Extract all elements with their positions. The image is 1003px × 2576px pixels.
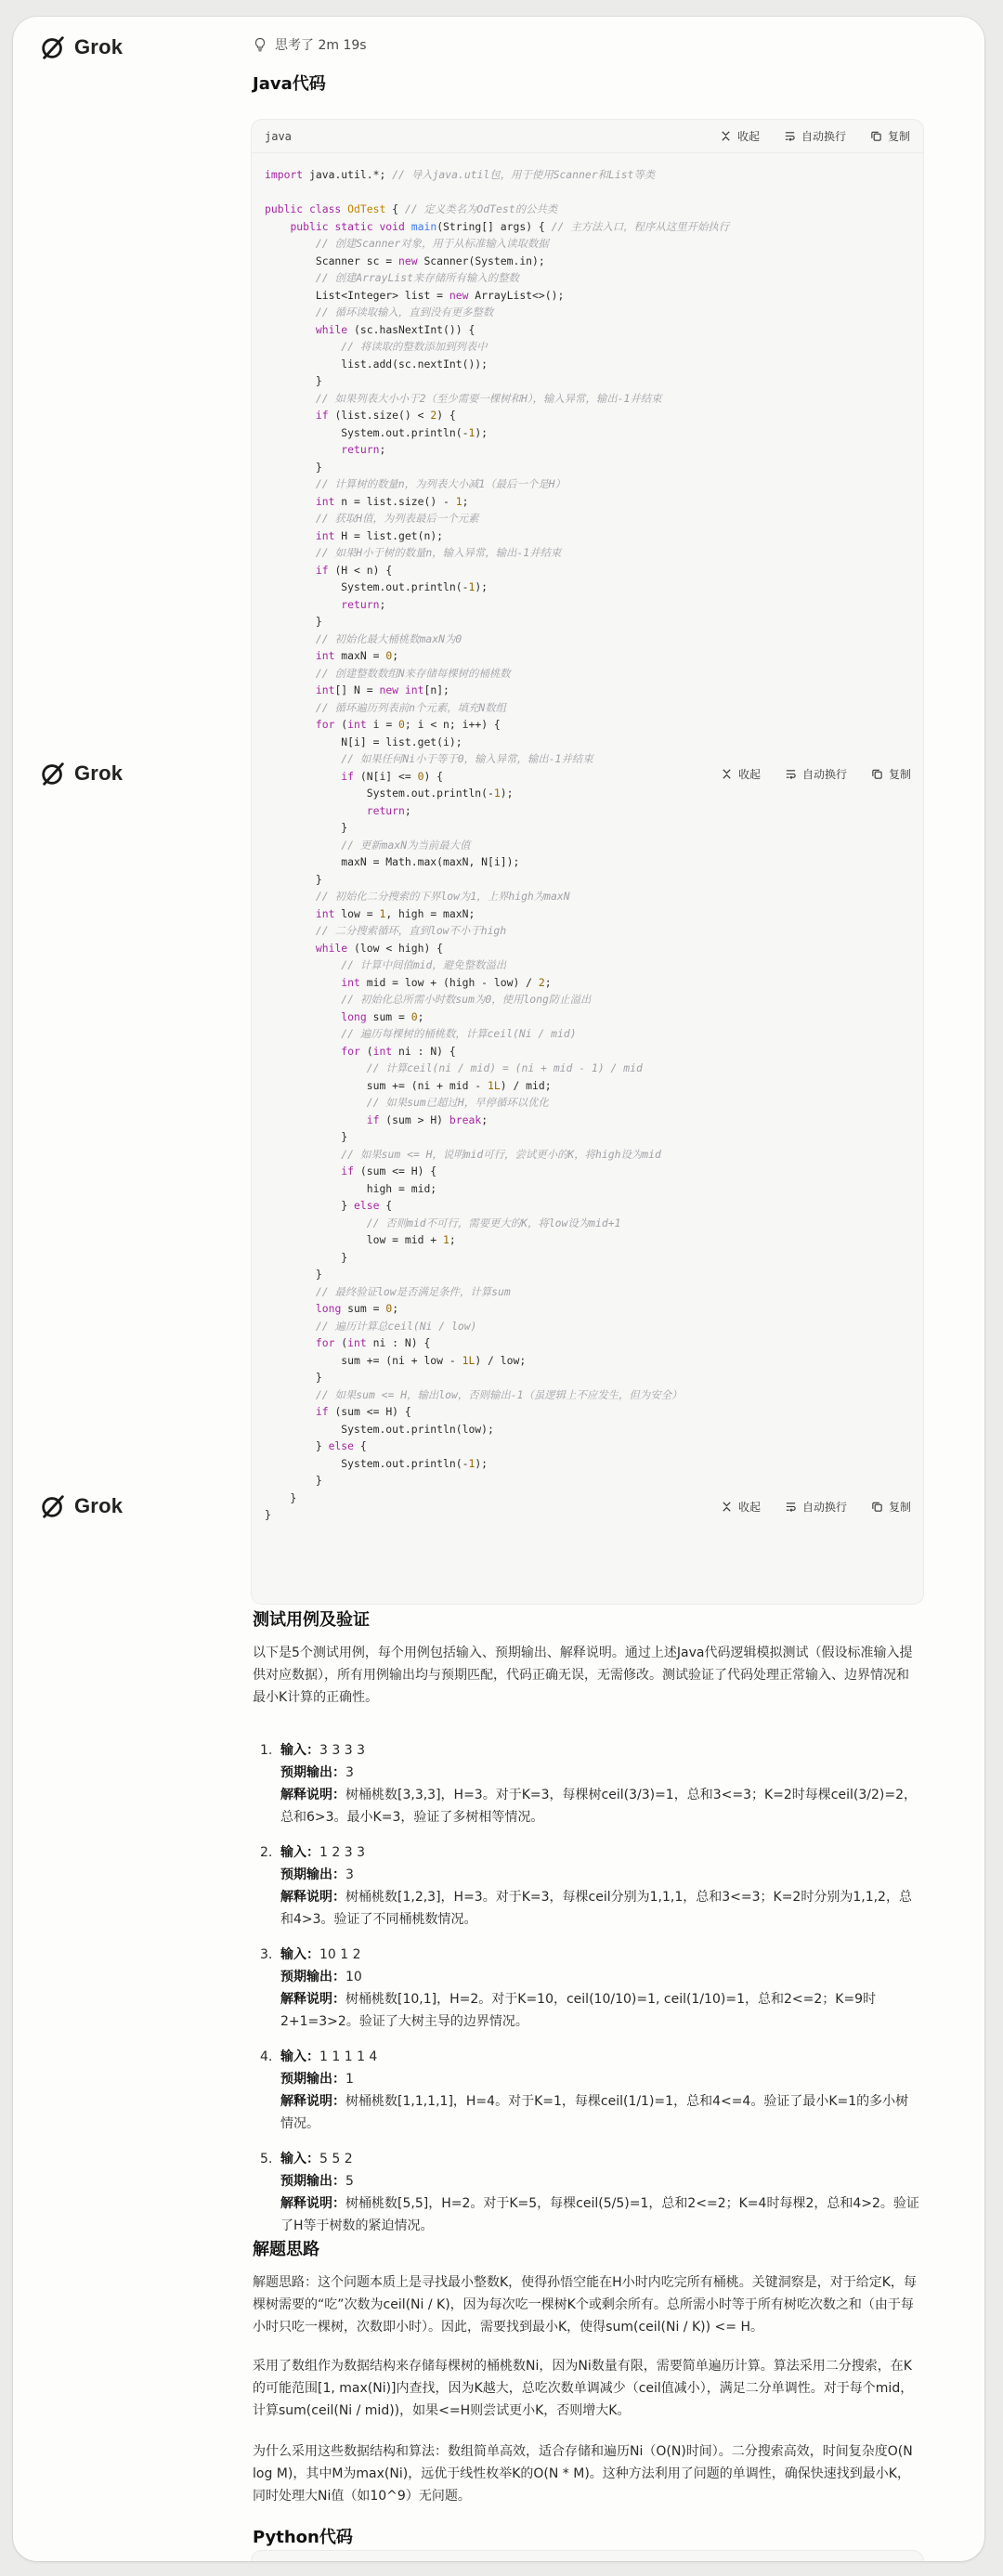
- brand-name: Grok: [74, 35, 124, 59]
- copy-label: 复制: [888, 1500, 911, 1514]
- collapse-icon: [721, 768, 733, 780]
- grok-logo: [39, 1492, 123, 1520]
- test-input: 3 3 3 3: [319, 1743, 365, 1758]
- test-input: 5 5 2: [319, 2152, 353, 2166]
- grok-logo: [39, 760, 123, 787]
- explain-label: 解释说明：: [280, 1992, 345, 2007]
- collapse-label: 收起: [737, 767, 761, 781]
- wrap-label: 自动换行: [801, 1500, 847, 1514]
- collapse-label: 收起: [736, 130, 760, 143]
- brand-name: Grok: [74, 1494, 124, 1517]
- approach-heading: 解题思路: [253, 2240, 319, 2259]
- java-code-heading: Java代码: [253, 74, 326, 94]
- expected-label: 预期输出：: [280, 2174, 345, 2189]
- list-number: 5.: [260, 2152, 273, 2166]
- grok-logo: [39, 33, 123, 61]
- wrap-icon: [785, 1501, 797, 1513]
- copy-label: 复制: [887, 130, 910, 143]
- copy-icon: [871, 768, 883, 780]
- sticky-code-actions: [251, 1492, 924, 1520]
- grok-logo-icon: [39, 33, 67, 61]
- expected-label: 预期输出：: [280, 1765, 345, 1780]
- copy-label: 复制: [888, 767, 911, 781]
- test-explain: 树桶桃数[1,2,3]，H=3。对于K=3，每棵ceil分别为1,1,1，总和3<=3；K=2时分别为1,1,2，总和4>3。验证了不同桶桃数情况。: [280, 1890, 912, 1927]
- test-expected: 1: [345, 2072, 354, 2087]
- test-explain: 树桶桃数[10,1]，H=2。对于K=10，ceil(10/10)=1, ceil(1/10)=1，总和2<=2；K=9时2+1=3>2。验证了大树主导的边界情况。: [280, 1992, 877, 2029]
- test-explain: 树桶桃数[1,1,1,1]，H=4。对于K=1，每棵ceil(1/1)=1，总和4<=4。验证了最小K=1的多小树情况。: [280, 2094, 909, 2131]
- copy-button[interactable]: [871, 766, 911, 782]
- list-number: 3.: [260, 1947, 273, 1962]
- tests-heading: 测试用例及验证: [253, 1610, 370, 1630]
- collapse-button[interactable]: [720, 128, 760, 144]
- brand-name: Grok: [74, 761, 124, 785]
- lightbulb-icon: [253, 37, 267, 52]
- code-language-label: java: [265, 129, 292, 143]
- list-number: 4.: [260, 2049, 273, 2064]
- test-input: 1 1 1 1 4: [319, 2049, 378, 2064]
- explain-label: 解释说明：: [280, 2196, 345, 2211]
- copy-button[interactable]: [871, 1499, 911, 1515]
- approach-paragraph-3: 为什么采用这些数据结构和算法：数组简单高效，适合存储和遍历Ni（O(N)时间）。二分搜索高效，时间复杂度O(N log M)，其中M为max(Ni)，远优于线性枚举K的O(N * M)。这种方法利用了问题的单调性，确保快速找到最小K，同时处理大Ni值（如10^9）无问题。: [253, 2444, 913, 2504]
- test-explain: 树桶桃数[3,3,3]，H=3。对于K=3，每棵树ceil(3/3)=1，总和3<=3；K=2时每棵ceil(3/2)=2，总和6>3。最小K=3，验证了多树相等情况。: [280, 1788, 917, 1825]
- test-expected: 5: [345, 2174, 354, 2189]
- java-code-block: [251, 119, 924, 1605]
- python-code-heading: Python代码: [253, 2528, 353, 2547]
- input-label: 输入：: [280, 1845, 319, 1860]
- code-actions: [720, 128, 910, 144]
- python-code-block: [251, 2550, 924, 2561]
- collapse-button[interactable]: [721, 766, 761, 782]
- wrap-button[interactable]: [784, 128, 846, 144]
- grok-logo-icon: [39, 1492, 67, 1520]
- copy-icon: [871, 1501, 883, 1513]
- test-case-list: [253, 1739, 921, 2250]
- expected-label: 预期输出：: [280, 1970, 345, 1984]
- explain-label: 解释说明：: [280, 1890, 345, 1905]
- test-expected: 3: [345, 1867, 354, 1882]
- test-case: [253, 2046, 921, 2135]
- test-expected: 10: [345, 1970, 362, 1984]
- code-actions: [721, 1499, 911, 1515]
- test-case: [253, 1944, 921, 2033]
- input-label: 输入：: [280, 2152, 319, 2166]
- wrap-button[interactable]: [785, 1499, 847, 1515]
- test-case: [253, 1739, 921, 1828]
- code-block-header: [252, 120, 923, 153]
- explain-label: 解释说明：: [280, 1788, 345, 1802]
- chat-card: [13, 17, 984, 2561]
- expected-label: 预期输出：: [280, 2072, 345, 2087]
- wrap-label: 自动换行: [801, 767, 847, 781]
- thinking-time-toggle[interactable]: [253, 35, 367, 54]
- collapse-icon: [720, 130, 732, 142]
- test-case: [253, 2148, 921, 2237]
- list-number: 1.: [260, 1743, 273, 1758]
- java-source-code: import java.util.*; // 导入java.util包，用于使用Scanner和List等类 public class OdTest { // 定义类名为OdTest的公共类 public static void main(String[] args) { // 主方法入口，程序从这里开始执行 // 创建Scanner对象，用于从标准输入读取数据 Scanner sc = new Scanner(System.in); // 创建ArrayList来存储所有输入的整数 List<Integer> list = new ArrayList<>(); // 循环读取输入，直到没有更多整数 while (sc.hasNextInt()) { // 将读取的整数添加到列表中 list.add(sc.nextInt()); } // 如果列表大小小于2（至少需要一棵树和H），输入异常，输出-1并结束 if (list.size() < 2) { System.out.println(-1); return; } // 计算树的数量n，为列表大小减1（最后一个是H） int n = list.size() - 1; // 获取H值，为列表最后一个元素 int H = list.get(n); // 如果H小于树的数量n，输入异常，输出-1并结束 if (H < n) { System.out.println(-1); return; } // 初始化最大桶桃数maxN为0 int maxN = 0; // 创建整数数组N来存储每棵树的桶桃数 int[] N = new int[n]; // 循环遍历列表前n个元素，填充N数组 for (int i = 0; i < n; i++) { N[i] = list.get(i); // 如果任何Ni小于等于0，输入异常，输出-1并结束 if (N[i] <= 0) { System.out.println(-1); return; } // 更新maxN为当前最大值 maxN = Math.max(maxN, N[i]); } // 初始化二分搜索的下界low为1，上界high为maxN int low = 1, high = maxN; // 二分搜索循环，直到low不小于high while (low < high) { // 计算中间值mid，避免整数溢出 int mid = low + (high - low) / 2; // 初始化总所需小时数sum为0，使用long防止溢出 long sum = 0; // 遍历每棵树的桶桃数，计算ceil(Ni / mid) for (int ni : N) { // 计算ceil(ni / mid) = (ni + mid - 1) / mid sum += (ni + mid - 1L) / mid; // 如果sum已超过H，早停循环以优化 if (sum > H) break; } // 如果sum <= H，说明mid可行，尝试更小的K，将high设为mid if (sum <= H) { high = mid; } else { // 否则mid不可行，需要更大的K，将low设为mid+1 low = mid + 1; } } // 最终验证low是否满足条件，计算sum long sum = 0; // 遍历计算总ceil(Ni / low) for (int ni : N) { sum += (ni + low - 1L) / low; } // 如果sum <= H，输出low，否则输出-1（虽逻辑上不应发生，但为安全） if (sum <= H) { System.out.println(low); } else { System.out.println(-1); } } }: [265, 168, 730, 1521]
- collapse-icon: [721, 1501, 733, 1513]
- copy-button[interactable]: [870, 128, 910, 144]
- input-label: 输入：: [280, 2049, 319, 2064]
- copy-icon: [870, 130, 882, 142]
- approach-paragraph-2: 采用了数组作为数据结构来存储每棵树的桶桃数Ni，因为Ni数量有限，需要简单遍历计算。算法采用二分搜索，在K的可能范围[1, max(Ni)]内查找，因为K越大，总吃次数单调减少（ceil值减小），满足二分单调性。对于每个mid，计算sum(ceil(Ni / mid))，如果<=H则尝试更小K，否则增大K。: [253, 2359, 914, 2418]
- input-label: 输入：: [280, 1743, 319, 1758]
- explain-label: 解释说明：: [280, 2094, 345, 2109]
- wrap-icon: [784, 130, 796, 142]
- thinking-time-label: 思考了 2m 19s: [275, 38, 367, 53]
- approach-paragraph-1: 解题思路：这个问题本质上是寻找最小整数K，使得孙悟空能在H小时内吃完所有桶桃。关键洞察是，对于给定K，每棵树需要的“吃”次数为ceil(Ni / K)，因为每次吃一棵树K个或剩余所有。总所需小时等于所有树吃次数之和（由于每小时只吃一棵树，次数即小时）。因此，需要找到最小K，使得sum(ceil(Ni / K)) <= H。: [253, 2275, 917, 2335]
- test-input: 1 2 3 3: [319, 1845, 365, 1860]
- wrap-icon: [785, 768, 797, 780]
- test-explain: 树桶桃数[5,5]，H=2。对于K=5，每棵ceil(5/5)=1，总和2<=2；K=4时每棵2，总和4>2。验证了H等于树数的紧迫情况。: [280, 2196, 919, 2233]
- expected-label: 预期输出：: [280, 1867, 345, 1882]
- test-expected: 3: [345, 1765, 354, 1780]
- code-actions: [721, 766, 911, 782]
- tests-intro: 以下是5个测试用例，每个用例包括输入、预期输出、解释说明。通过上述Java代码逻辑模拟测试（假设标准输入提供对应数据），所有用例输出均与预期匹配，代码正确无误，无需修改。测试验证了代码处理正常输入、边界情况和最小K计算的正确性。: [253, 1646, 913, 1705]
- sticky-code-actions: [251, 760, 924, 787]
- grok-logo-icon: [39, 760, 67, 787]
- collapse-label: 收起: [737, 1500, 761, 1514]
- wrap-button[interactable]: [785, 766, 847, 782]
- input-label: 输入：: [280, 1947, 319, 1962]
- collapse-button[interactable]: [721, 1499, 761, 1515]
- test-case: [253, 1841, 921, 1931]
- list-number: 2.: [260, 1845, 273, 1860]
- wrap-label: 自动换行: [801, 130, 846, 143]
- test-input: 10 1 2: [319, 1947, 361, 1962]
